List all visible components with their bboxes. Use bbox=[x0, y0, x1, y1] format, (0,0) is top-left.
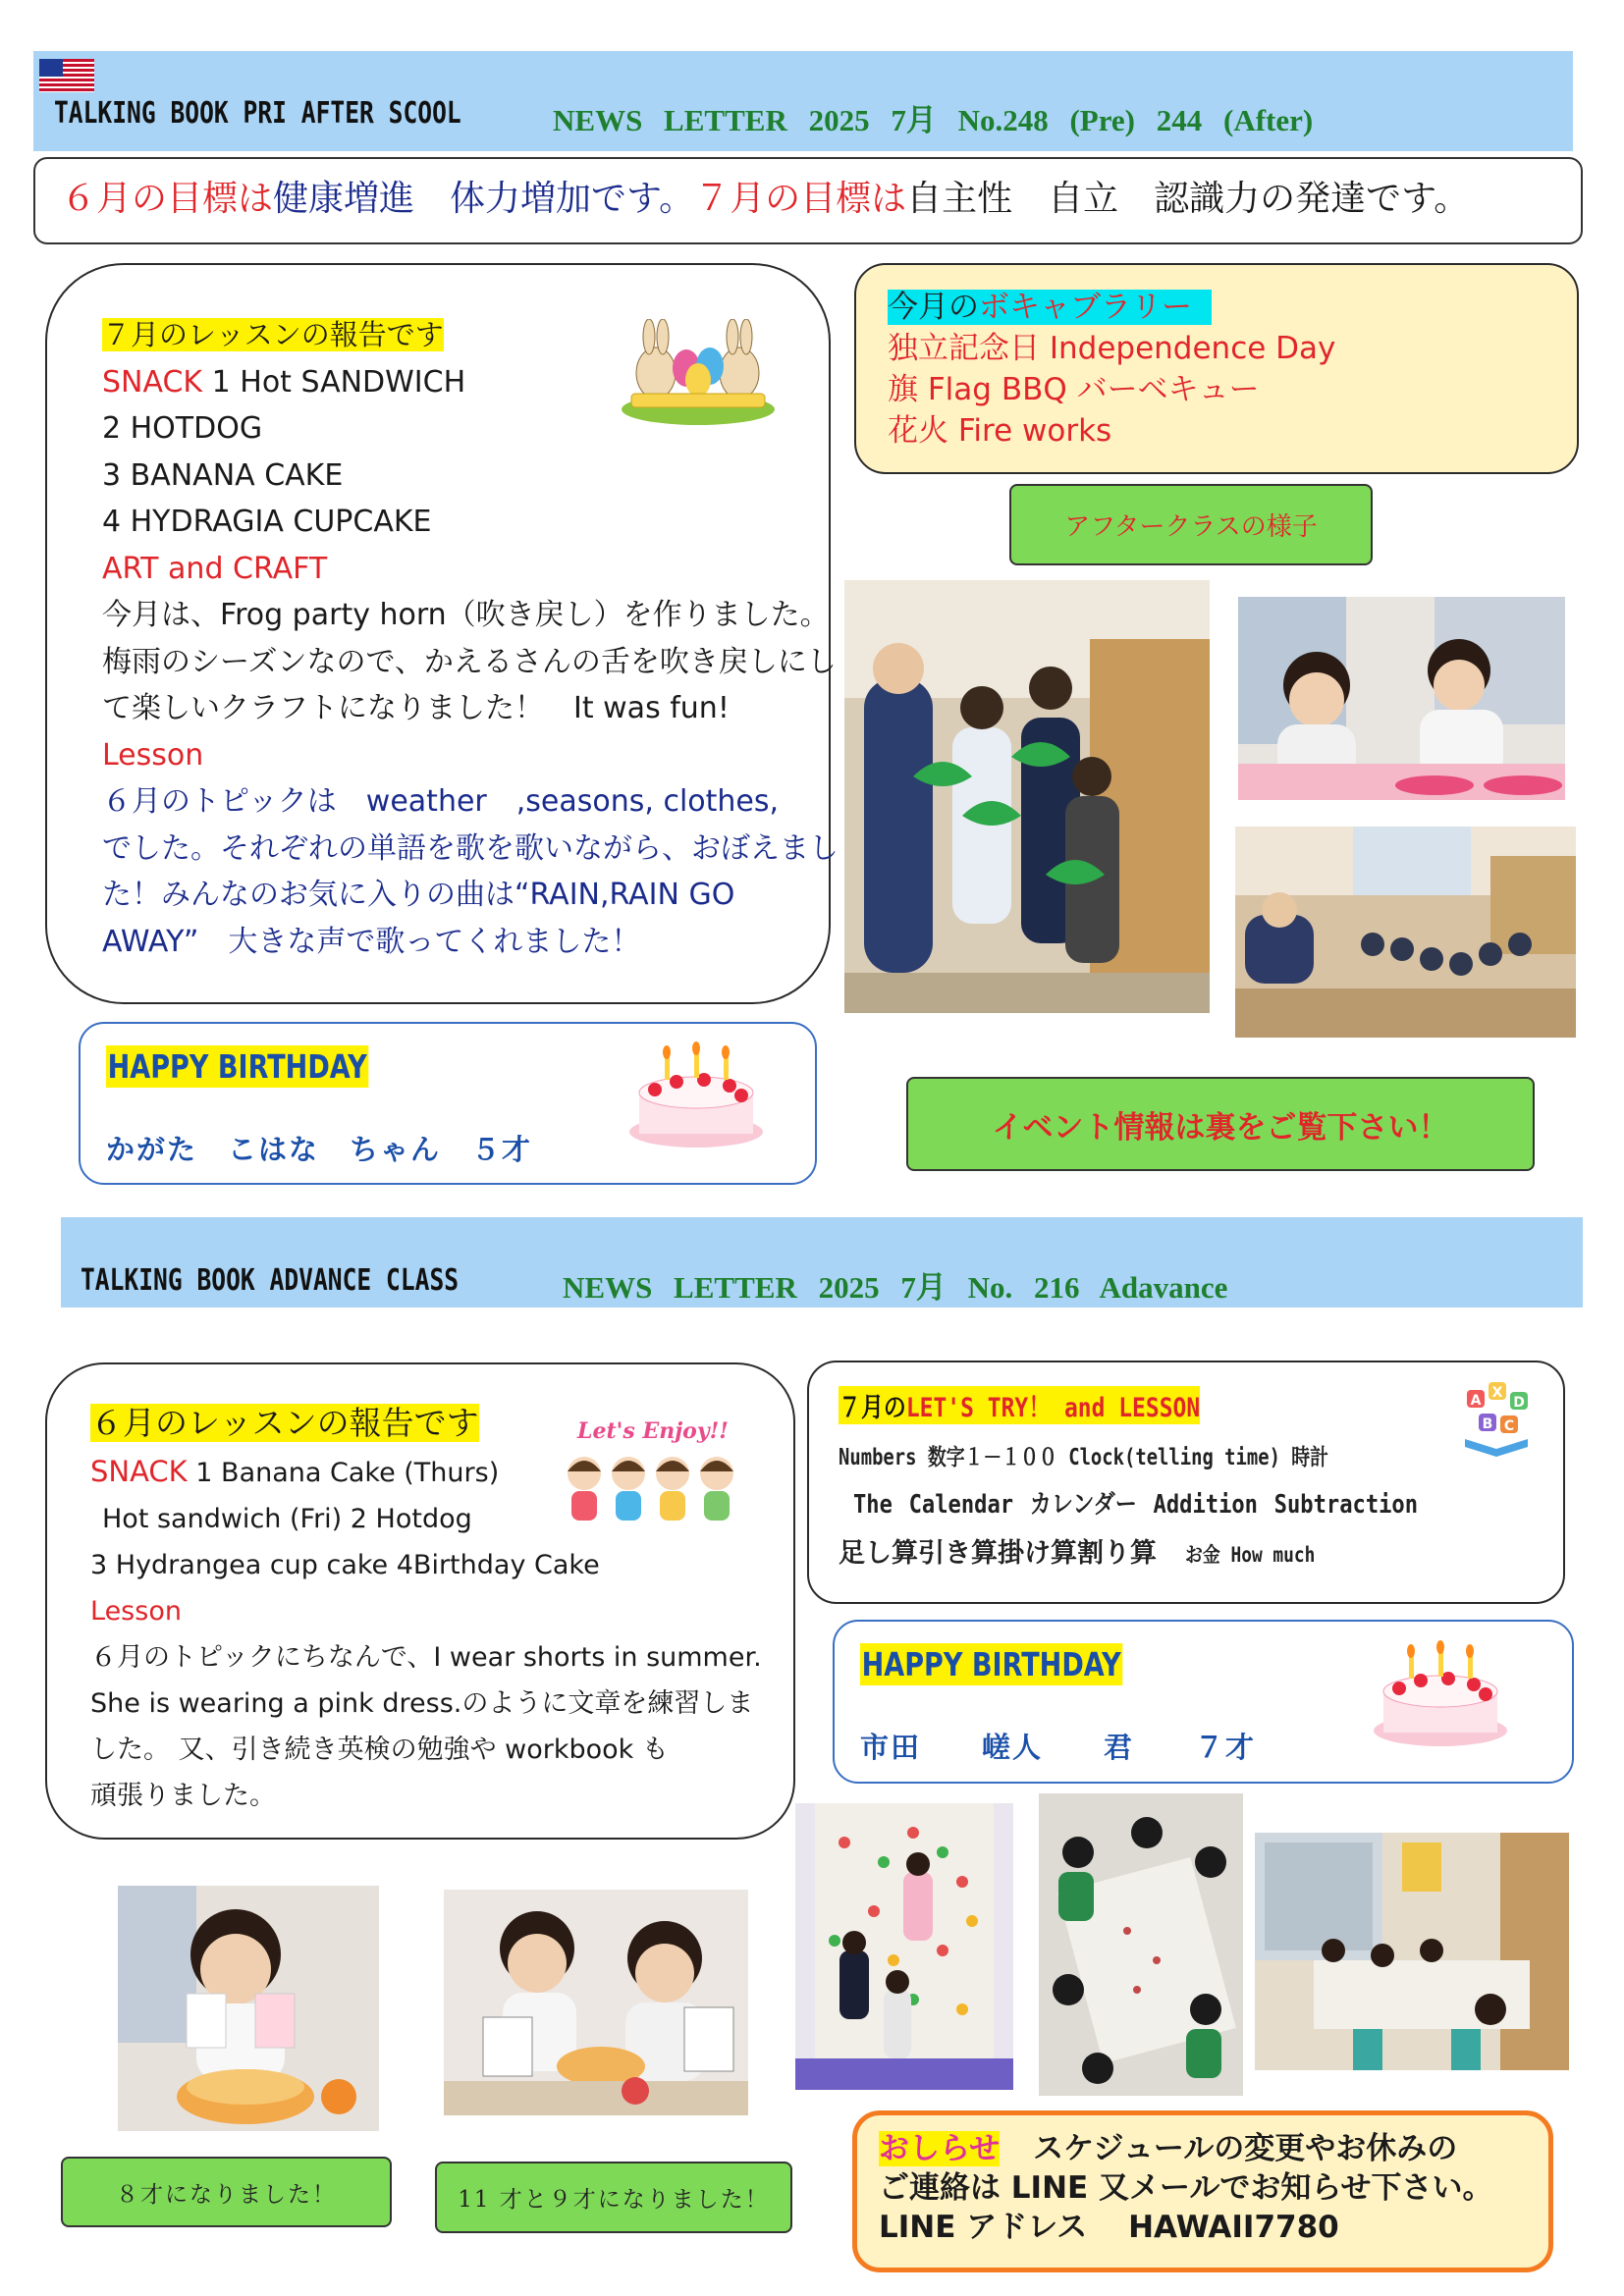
birthday-cake-icon-2 bbox=[1370, 1637, 1512, 1750]
top-header-title: TALKING BOOK PRI AFTER SCOOL bbox=[54, 96, 461, 131]
lets-try-line-1: Numbers 数字１－１００ Clock(telling time) 時計 bbox=[839, 1445, 1329, 1470]
goal-july-text: 自主性 自立 認識力の発達です。 bbox=[906, 179, 1470, 219]
vocab-line-2: 旗 Flag BBQ バーベキュー bbox=[888, 372, 1260, 407]
birthday-title-top: HAPPY BIRTHDAY bbox=[107, 1047, 367, 1086]
lesson-label: Lesson bbox=[102, 737, 204, 773]
snack-item-4: 4 HYDRAGIA CUPCAKE bbox=[102, 505, 432, 539]
vocab-line-3: 花火 Fire works bbox=[888, 413, 1112, 449]
event-info-notice: イベント情報は裏をご覧下さい！ bbox=[906, 1077, 1535, 1171]
caption-8-years: ８才になりました！ bbox=[61, 2157, 392, 2227]
photo-two-kids-cake bbox=[444, 1890, 748, 2115]
birthday-box-advance bbox=[833, 1620, 1574, 1784]
art-text-1: 今月は、Frog party horn（吹き戻し）を作りました。 bbox=[102, 598, 830, 632]
july-lesson-report bbox=[45, 263, 839, 1004]
vocabulary-box bbox=[854, 263, 1579, 474]
notice-line-3: LINE アドレス HAWAII7780 bbox=[879, 2210, 1339, 2245]
birthday-name-top: かがた こはな ちゃん ５才 bbox=[106, 1133, 533, 1166]
svg-text:A: A bbox=[1470, 1393, 1482, 1409]
birthday-box-top bbox=[79, 1022, 817, 1185]
june-lesson-body bbox=[90, 1400, 762, 1819]
lesson-text-3: た！みんなのお気に入りの曲は“RAIN,RAIN GO bbox=[102, 878, 735, 912]
abc-book-icon bbox=[1457, 1380, 1536, 1459]
june-lesson-report bbox=[45, 1362, 795, 1840]
photo-snack-time bbox=[1238, 597, 1565, 800]
lets-try-line-3a: 足し算引き算掛け算割り算 bbox=[839, 1538, 1157, 1569]
goal-june-label: ６月の目標は bbox=[61, 179, 274, 219]
after-class-label: アフタークラスの様子 bbox=[1009, 484, 1373, 565]
adv-snack-2: Hot sandwich (Fri) 2 Hotdog bbox=[102, 1504, 472, 1534]
goal-june-text: 健康増進 体力増加です。 bbox=[273, 179, 695, 219]
birthday-cake-icon bbox=[625, 1039, 768, 1151]
snack-item-2: 2 HOTDOG bbox=[102, 411, 263, 446]
top-header-newsletter: NEWS LETTER 2025 7月 No.248 (Pre) 244 (After) bbox=[553, 103, 1314, 137]
lets-try-line-3b: お金 How much bbox=[1185, 1543, 1316, 1567]
lets-try-line-2: The Calendar カレンダー Addition Subtraction bbox=[853, 1490, 1419, 1520]
adv-lesson-3: した。 又、引き続き英検の勉強や workbook も bbox=[90, 1735, 669, 1765]
photo-kids-at-table bbox=[1039, 1793, 1243, 2096]
vocab-title: 今月のボキャブラリー bbox=[888, 290, 1212, 325]
adv-snack-3: 3 Hydrangea cup cake 4Birthday Cake bbox=[90, 1550, 600, 1580]
advance-header-newsletter: NEWS LETTER 2025 7月 No. 216 Adavance bbox=[563, 1270, 1228, 1305]
svg-text:C: C bbox=[1503, 1418, 1515, 1434]
art-text-3: て楽しいクラフトになりました！ It was fun! bbox=[102, 691, 730, 725]
adv-lesson-label: Lesson bbox=[90, 1596, 182, 1627]
svg-text:X: X bbox=[1491, 1385, 1503, 1401]
photo-circle-time bbox=[1235, 827, 1576, 1038]
lets-try-box bbox=[807, 1361, 1565, 1604]
notice-label: おしらせ bbox=[879, 2131, 1001, 2166]
june-lesson-title: ６月のレッスンの報告です bbox=[90, 1404, 479, 1442]
photo-frog-craft bbox=[844, 580, 1210, 1013]
notice-box bbox=[852, 2110, 1553, 2272]
svg-text:B: B bbox=[1482, 1416, 1493, 1432]
july-lesson-title: ７月のレッスンの報告です bbox=[102, 318, 444, 351]
art-text-2: 梅雨のシーズンなので、かえるさんの舌を吹き戻しにし bbox=[102, 644, 837, 679]
us-flag-icon bbox=[39, 59, 94, 92]
art-craft-label: ART and CRAFT bbox=[102, 551, 328, 586]
monthly-goal-banner bbox=[33, 157, 1583, 244]
snack-item-3: 3 BANANA CAKE bbox=[102, 457, 344, 493]
adv-lesson-1: ６月のトピックにちなんで、I wear shorts in summer. bbox=[90, 1642, 762, 1673]
notice-line-2: ご連絡は LINE 又メールでお知らせ下さい。 bbox=[879, 2170, 1493, 2206]
birthday-title-advance: HAPPY BIRTHDAY bbox=[861, 1645, 1121, 1683]
snack-label: SNACK bbox=[102, 364, 203, 400]
july-lesson-body bbox=[102, 312, 839, 965]
birthday-name-advance: 市田 嵯人 君 ７才 bbox=[860, 1731, 1257, 1764]
adv-lesson-4: 頑張りました。 bbox=[90, 1781, 276, 1811]
adv-lesson-2: She is wearing a pink dress.のように文章を練習しま bbox=[90, 1688, 754, 1719]
lesson-text-1: ６月のトピックは weather ,seasons, clothes, bbox=[102, 784, 780, 819]
adv-snack-1: 1 Banana Cake (Thurs) bbox=[187, 1458, 500, 1488]
photo-girl-birthday-cake bbox=[118, 1886, 379, 2131]
svg-text:D: D bbox=[1513, 1395, 1525, 1411]
lesson-text-2: でした。それぞれの単語を歌を歌いながら、おぼえまし bbox=[102, 830, 839, 866]
lets-try-title: ７月のLET'S TRY！ and LESSON bbox=[839, 1386, 1200, 1424]
lets-enjoy-text: Let's Enjoy!! bbox=[577, 1418, 729, 1444]
caption-11-9-years: 11 才と９才になりました！ bbox=[435, 2162, 792, 2233]
goal-july-label: ７月の目標は bbox=[694, 179, 907, 219]
vocab-line-1: 独立記念日 Independence Day bbox=[888, 331, 1336, 366]
adv-snack-label: SNACK bbox=[90, 1455, 188, 1488]
lesson-text-4: AWAY” 大きな声で歌ってくれました！ bbox=[102, 924, 641, 959]
advance-header-title: TALKING BOOK ADVANCE CLASS bbox=[81, 1263, 460, 1298]
photo-climbing-wall bbox=[795, 1803, 1013, 2090]
photo-classroom-table bbox=[1255, 1833, 1569, 2070]
snack-item-1: 1 Hot SANDWICH bbox=[202, 364, 466, 400]
notice-line-1: スケジュールの変更やお休みの bbox=[1033, 2131, 1458, 2166]
